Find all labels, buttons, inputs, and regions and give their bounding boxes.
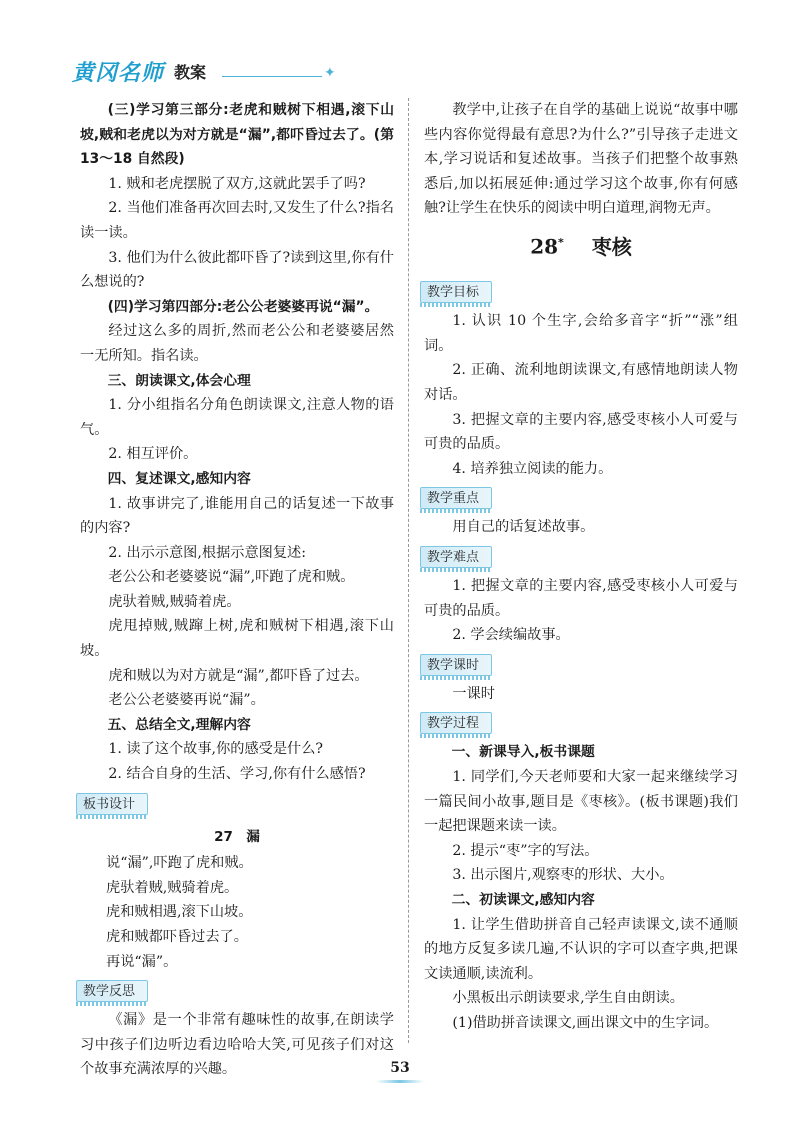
page-number-decoration [376,1080,424,1083]
tag-board-design: 板书设计 [76,793,148,815]
page-header [72,56,352,92]
brand-logo: 黄冈名师 [72,61,165,86]
hours-paragraph: 一课时 [452,685,495,702]
s3-item-2: 2. 当他们准备再次回去时,又发生了什么?指名读一读。 [80,200,394,241]
tag-difficulties: 教学难点 [420,546,492,568]
difficulty-1: 1. 把握文章的主要内容,感受枣核小人可爱与可贵的品质。 [424,577,738,619]
board-line: 说“漏”,吓跑了虎和贼。 [106,855,253,872]
goal-3: 3. 把握文章的主要内容,感受枣核小人可爱与可贵的品质。 [424,411,738,453]
h5-item-2: 2. 结合自身的生活、学习,你有什么感悟? [108,766,366,783]
h3-item-2: 2. 相互评价。 [108,446,198,463]
heading-5: 五、总结全文,理解内容 [107,716,251,733]
board-title: 27 漏 [214,828,260,845]
s3-item-3: 3. 他们为什么彼此都吓昏了?读到这里,你有什么想说的? [80,249,394,291]
tag-teaching-goals: 教学目标 [420,281,492,303]
right-column [424,98,738,1035]
h4-line-1: 老公公和老婆婆说“漏”,吓跑了虎和贼。 [108,569,355,586]
left-column [80,98,394,1082]
process-2-item-3: (1)借助拼音读课文,画出课文中的生字词。 [452,1014,719,1031]
process-1-item-3: 3. 出示图片,观察枣的形状、大小。 [452,867,674,884]
section-4-title: (四)学习第四部分:老公公老婆婆再说“漏”。 [107,298,379,315]
section-3-title: (三)学习第三部分:老虎和贼树下相遇,滚下山坡,贼和老虎以为对方就是“漏”,都吓昏过去了。(第 13～18 自然段) [80,102,394,168]
board-line: 虎和贼都吓昏过去了。 [106,929,248,945]
h4-line-3: 虎甩掉贼,贼蹿上树,虎和贼树下相遇,滚下山坡。 [80,618,394,660]
process-heading-1: 一、新课导入,板书课题 [451,744,595,761]
tag-teaching-reflection: 教学反思 [76,980,148,1002]
heading-3: 三、朗读课文,体会心理 [107,372,251,389]
lesson-title [424,231,738,259]
s3-item-1: 1. 贼和老虎摆脱了双方,这就此罢手了吗? [108,175,366,192]
header-rule [222,76,322,77]
h4-line-2: 虎驮着贼,贼骑着虎。 [108,593,241,610]
board-line: 虎和贼相遇,滚下山坡。 [106,904,253,921]
tag-class-hours: 教学课时 [420,654,492,676]
h4-item-2: 2. 出示示意图,根据示意图复述: [108,544,306,561]
h4-item-1: 1. 故事讲完了,谁能用自己的话复述一下故事的内容? [80,495,394,537]
process-2-item-2: 小黑板出示朗读要求,学生自由朗读。 [452,990,684,1007]
tag-key-points: 教学重点 [420,487,492,509]
column-divider [408,98,409,1043]
h3-item-1: 1. 分小组指名分角色朗读课文,注意人物的语气。 [80,397,394,438]
s4-paragraph: 经过这么多的周折,然而老公公和老婆婆居然一无所知。指名读。 [80,323,394,364]
goal-4: 4. 培养独立阅读的能力。 [452,460,613,477]
lesson-number: 28 [530,234,559,259]
key-paragraph: 用自己的话复述故事。 [452,519,595,536]
board-line: 再说“漏”。 [106,953,178,970]
lesson-star: * [558,235,564,249]
intro-paragraph: 教学中,让孩子在自学的基础上说说“故事中哪些内容你觉得最有意思?为什么?”引导孩子走进文本,学习说话和复述故事。当孩子们把整个故事熟悉后,加以拓展延伸:通过学习这个故事,你有何感触?让学生在快乐的阅读中明白道理,润物无声。 [424,102,738,217]
h4-line-4: 虎和贼以为对方就是“漏”,都吓昏了过去。 [108,667,369,684]
h4-line-5: 老公公老婆婆再说“漏”。 [108,692,265,709]
process-1-item-2: 2. 提示“枣”字的写法。 [452,842,599,859]
board-line: 虎驮着贼,贼骑着虎。 [106,879,239,896]
process-1-item-1: 1. 同学们,今天老师要和大家一起来继续学习一篇民间小故事,题目是《枣核》。(板书课题)我们一起把课题来读一读。 [424,768,738,835]
goal-1: 1. 认识 10 个生字,会给多音字“折”“涨”组词。 [424,313,738,354]
h5-item-1: 1. 读了这个故事,你的感受是什么? [108,741,323,758]
heading-4: 四、复述课文,感知内容 [107,470,251,487]
page-number: 53 [390,1060,410,1076]
lesson-name: 枣核 [591,234,632,259]
reflection-paragraph: 《漏》是一个非常有趣味性的故事,在朗读学习中孩子们边听边看边哈哈大笑,可见孩子们对这个故事充满浓厚的兴趣。 [80,1012,394,1078]
brand-subtitle: 教案 [174,63,207,82]
process-heading-2: 二、初读课文,感知内容 [451,891,595,908]
difficulty-2: 2. 学会续编故事。 [452,627,570,644]
tag-teaching-process: 教学过程 [420,712,492,734]
star-icon: ✦ [324,65,336,81]
process-2-item-1: 1. 让学生借助拼音自己轻声读课文,读不通顺的地方反复多读几遍,不认识的字可以查字典,把课文读通顺,读流利。 [424,916,738,982]
goal-2: 2. 正确、流利地朗读课文,有感情地朗读人物对话。 [424,362,738,403]
